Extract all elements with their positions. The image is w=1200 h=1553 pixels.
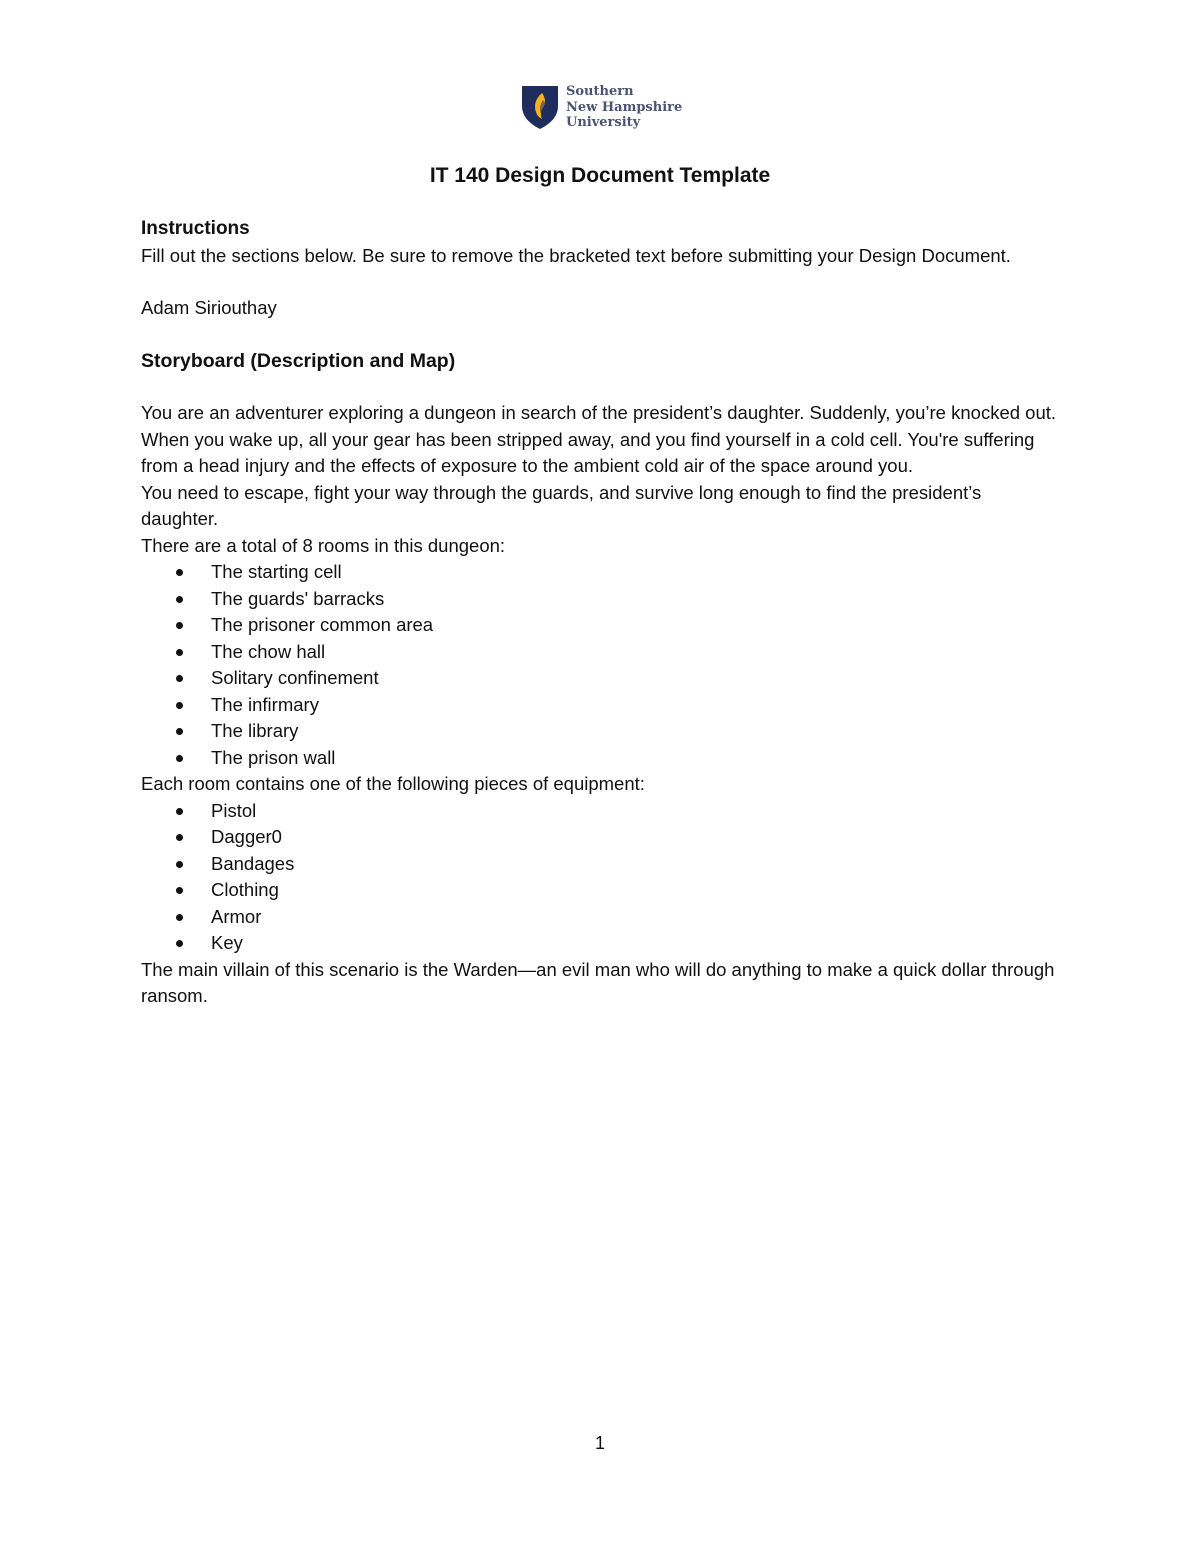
page-number: 1 [594, 1433, 605, 1453]
university-logo [520, 84, 690, 134]
items-intro: Each room contains one of the following pieces of equipment: [141, 773, 645, 794]
list-item: The library [141, 718, 1061, 745]
rooms-intro: There are a total of 8 rooms in this dungeon: [141, 534, 506, 556]
document-title: IT 140 Design Document Template [429, 164, 771, 187]
bullet-icon [176, 675, 183, 682]
list-item: Armor [141, 904, 1061, 931]
bullet-icon [176, 834, 183, 841]
author-name: Adam Siriouthay [141, 297, 277, 318]
logo-line-2: New Hampshire [566, 99, 683, 115]
bullet-icon [176, 808, 183, 815]
shield-flame-icon [520, 84, 560, 130]
list-item: The prison wall [141, 745, 1061, 772]
storyboard-goal: You need to escape, fight your way through the guards, and survive long enough to find the president’s daughter. [141, 481, 982, 529]
list-item: Clothing [141, 877, 1061, 904]
list-item: The prisoner common area [141, 612, 1061, 639]
bullet-icon [176, 755, 183, 762]
list-item: Bandages [141, 851, 1061, 878]
rooms-list [141, 559, 1061, 771]
bullet-icon [176, 914, 183, 921]
bullet-icon [176, 596, 183, 603]
bullet-icon [176, 887, 183, 894]
list-item: Solitary confinement [141, 665, 1061, 692]
bullet-icon [176, 569, 183, 576]
document-body [141, 216, 1061, 1010]
logo-line-3: University [566, 115, 641, 130]
storyboard-intro: You are an adventurer exploring a dungeon in search of the president’s daughter. Suddenly, you’re knocked out. When you wake up, all your gear has been stripped away, and you find yourself in a cold cell. You're suffering from a head injury and the effects of exposure to the ambient cold air of the space around you. [141, 402, 1057, 476]
list-item: The infirmary [141, 692, 1061, 719]
instructions-heading: Instructions [141, 218, 250, 239]
list-item: The chow hall [141, 639, 1061, 666]
list-item: The starting cell [141, 559, 1061, 586]
logo-line-1: Southern [566, 84, 634, 99]
bullet-icon [176, 622, 183, 629]
bullet-icon [176, 861, 183, 868]
logo-wordmark [566, 84, 682, 131]
bullet-icon [176, 940, 183, 947]
storyboard-heading: Storyboard (Description and Map) [141, 349, 456, 372]
list-item: The guards' barracks [141, 586, 1061, 613]
bullet-icon [176, 728, 183, 735]
villain-description: The main villain of this scenario is the Warden—an evil man who will do anything to make a quick dollar through ransom. [141, 958, 1055, 1006]
list-item: Key [141, 930, 1061, 957]
instructions-text: Fill out the sections below. Be sure to remove the bracketed text before submitting your Design Document. [141, 244, 1011, 266]
items-list [141, 798, 1061, 957]
bullet-icon [176, 702, 183, 709]
bullet-icon [176, 649, 183, 656]
list-item: Dagger0 [141, 824, 1061, 851]
list-item: Pistol [141, 798, 1061, 825]
